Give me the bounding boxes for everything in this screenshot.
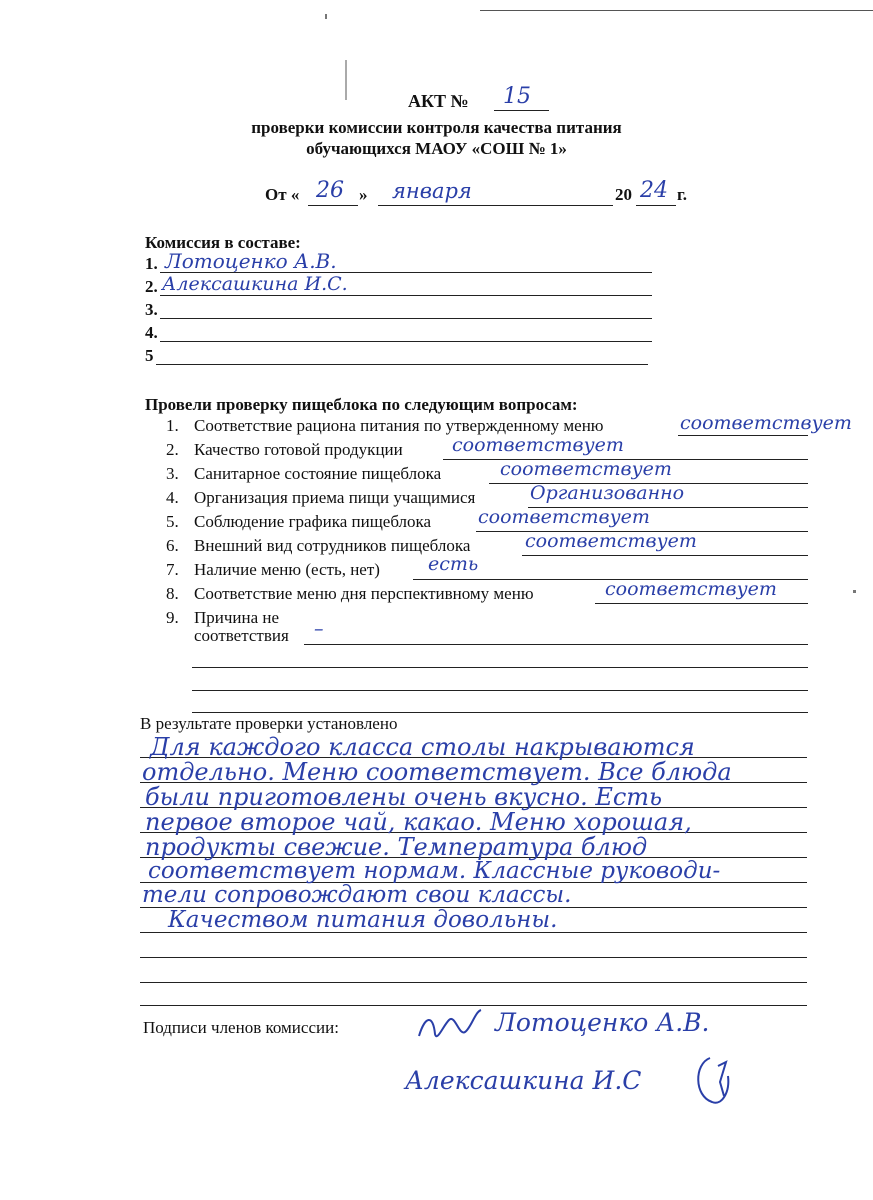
result-handwritten-line: Качеством питания довольны. <box>168 907 558 933</box>
check-item-answer: соответствует <box>478 506 650 528</box>
result-line <box>140 982 807 983</box>
act-label: АКТ № <box>408 91 469 111</box>
date-month: января <box>392 179 472 203</box>
date-day: 26 <box>316 178 344 203</box>
check-item-number: 5. <box>166 512 179 531</box>
check-item-label: Соблюдение графика пищеблока <box>194 512 432 531</box>
top-edge-line <box>480 10 873 11</box>
signatures-label: Подписи членов комиссии: <box>143 1018 339 1037</box>
member-number: 3. <box>145 300 158 319</box>
scan-speck <box>345 60 347 100</box>
scan-speck <box>853 590 856 593</box>
member-name: Лотоценко А.В. <box>165 249 337 273</box>
check-item-number: 6. <box>166 536 179 555</box>
check-item-label: Санитарное состояние пищеблока <box>194 464 442 483</box>
signature-scribble-icon <box>690 1052 740 1112</box>
check-item-answer: соответствует <box>500 458 672 480</box>
year-end: г. <box>677 185 688 204</box>
signature-scribble-icon <box>415 1006 485 1046</box>
result-handwritten-line: были приготовлены очень вкусно. Есть <box>145 783 663 811</box>
act-number-line <box>494 110 549 111</box>
act-subtitle-1: проверки комиссии контроля качества питания <box>251 118 622 137</box>
signature-name-1: Лотоценко А.В. <box>495 1008 710 1037</box>
check-item-number: 1. <box>166 416 179 435</box>
check-item-answer: соответствует <box>452 434 624 456</box>
result-heading: В результате проверки установлено <box>140 714 398 733</box>
result-handwritten-line: продукты свежие. Температура блюд <box>145 833 648 861</box>
check-item-line <box>678 435 808 436</box>
act-title <box>408 91 469 111</box>
blank-line <box>192 690 808 691</box>
date-prefix: От « <box>265 185 300 204</box>
check-item-line <box>522 555 808 556</box>
result-handwritten-line: тели сопровождают свои классы. <box>142 882 572 908</box>
check-item-label: Внешний вид сотрудников пищеблока <box>194 536 471 555</box>
check-item-answer: соответствует <box>680 412 852 434</box>
check-item-answer: соответствует <box>525 530 697 552</box>
year-prefix: 20 <box>615 185 632 204</box>
year-line <box>636 205 676 206</box>
check-item-label: Наличие меню (есть, нет) <box>194 560 380 579</box>
year-suffix: 24 <box>640 178 668 203</box>
check-heading: Провели проверку пищеблока по следующим вопросам: <box>145 395 578 414</box>
blank-line <box>192 712 808 713</box>
check-item-number: 8. <box>166 584 179 603</box>
day-line <box>308 205 358 206</box>
check-item-number: 7. <box>166 560 179 579</box>
check-item-label: Организация приема пищи учащимися <box>194 488 476 507</box>
check-item-number: 4. <box>166 488 179 507</box>
signature-mark-2 <box>690 1052 740 1117</box>
result-handwritten-line: соответствует нормам. Классные руководи- <box>148 858 721 884</box>
member-number: 2. <box>145 277 158 296</box>
member-line <box>156 364 648 365</box>
member-name: Алексашкина И.С. <box>162 273 348 295</box>
member-number: 5 <box>145 346 154 365</box>
check-item-number: 3. <box>166 464 179 483</box>
check-item-label: Причина не <box>194 608 280 627</box>
act-number: 15 <box>503 84 531 109</box>
member-line <box>160 295 652 296</box>
check-item-answer: есть <box>428 553 479 575</box>
month-line <box>378 205 613 206</box>
result-handwritten-line: Для каждого класса столы накрываются <box>150 733 695 761</box>
check-item-number: 2. <box>166 440 179 459</box>
member-line <box>160 318 652 319</box>
check-item-line <box>304 644 808 645</box>
check-item-label: соответствия <box>194 626 289 645</box>
check-item-answer: Организованно <box>530 482 685 504</box>
check-item-number: 9. <box>166 608 179 627</box>
date-quote-close: » <box>359 185 368 204</box>
signature-name-2: Алексашкина И.С <box>405 1066 642 1095</box>
check-item-line <box>595 603 808 604</box>
result-handwritten-line: отдельно. Меню соответствует. Все блюда <box>142 758 732 786</box>
member-number: 4. <box>145 323 158 342</box>
act-subtitle-2: обучающихся МАОУ «СОШ № 1» <box>306 139 567 158</box>
check-item-answer: – <box>314 618 324 640</box>
check-item-answer: соответствует <box>605 578 777 600</box>
blank-line <box>192 667 808 668</box>
commission-heading: Комиссия в составе: <box>145 233 301 252</box>
member-number: 1. <box>145 254 158 273</box>
result-handwritten-line: первое второе чай, какао. Меню хорошая, <box>145 808 692 836</box>
check-item-label: Качество готовой продукции <box>194 440 403 459</box>
check-item-label: Соответствие рациона питания по утвержденному меню <box>194 416 604 435</box>
result-line <box>140 957 807 958</box>
member-line <box>160 341 652 342</box>
scan-speck <box>325 14 327 19</box>
signature-mark-1 <box>415 1006 485 1054</box>
check-item-label: Соответствие меню дня перспективному меню <box>194 584 534 603</box>
